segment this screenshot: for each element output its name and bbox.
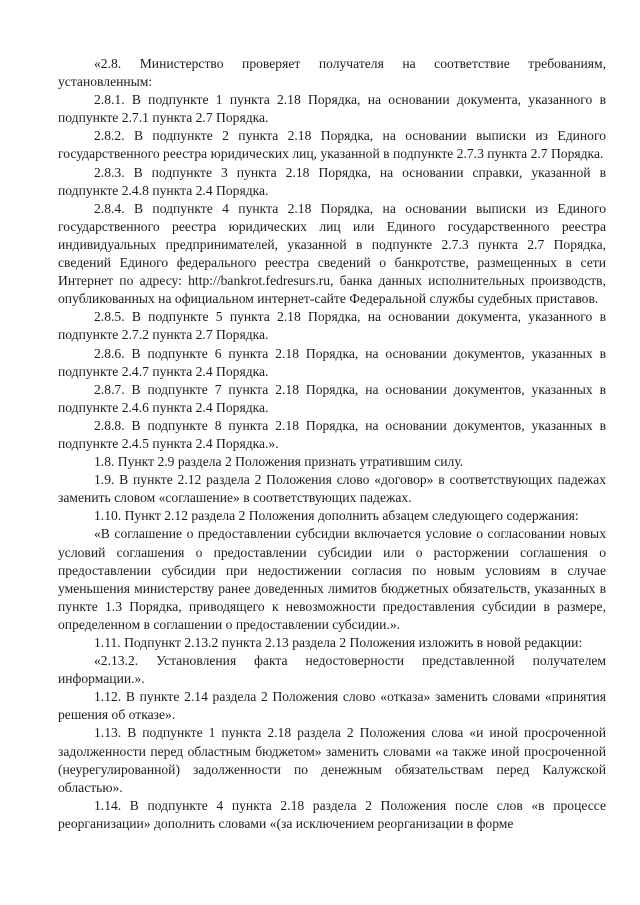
paragraph-2-8-8: 2.8.8. В подпункте 8 пункта 2.18 Порядка, на основании документов, указанных в подпункте 2.4.5 пункта 2.4 Порядка.». bbox=[58, 417, 606, 451]
paragraph-1-9: 1.9. В пункте 2.12 раздела 2 Положения слово «договор» в соответствующих падежах заменить словом «соглашение» в соответствующих падежах. bbox=[58, 472, 606, 506]
paragraph-2-8-4: 2.8.4. В подпункте 4 пункта 2.18 Порядка, на основании выписки из Единого государственного реестра юридических лиц или Единого государственного реестра индивидуальных предпринимателей, указанной в подпункте 2.7.3 пункта 2.7 Порядка, сведений Единого федерального реестра сведений о банкротстве, размещенных в сети Интернет по адресу: http://bankrot.fedresurs.ru, банка данных исполнительных производств, опубликованных на официальном интернет-сайте Федеральной службы судебных приставов. bbox=[58, 200, 606, 307]
paragraph-1-12: 1.12. В пункте 2.14 раздела 2 Положения слово «отказа» заменить словами «принятия решения об отказе». bbox=[58, 689, 606, 723]
paragraph-1-8: 1.8. Пункт 2.9 раздела 2 Положения признать утратившим силу. bbox=[94, 454, 464, 470]
paragraph-1-11: 1.11. Подпункт 2.13.2 пункта 2.13 раздела 2 Положения изложить в новой редакции: bbox=[94, 635, 583, 650]
paragraph-2-8: «2.8. Министерство проверяет получателя на соответствие требованиям, установленным: bbox=[58, 56, 606, 90]
paragraph-2-13-2-quote: «2.13.2. Установления факта недостоверности представленной получателем информации.». bbox=[58, 653, 606, 687]
paragraph-1-13: 1.13. В подпункте 1 пункта 2.18 раздела 2 Положения слова «и иной просроченной задолженности перед областным бюджетом» заменить словами «а также иной просроченной (неурегулированной) задолженности по денежным обязательствам перед Калужской областью». bbox=[58, 725, 606, 795]
paragraph-2-8-7: 2.8.7. В подпункте 7 пункта 2.18 Порядка, на основании документов, указанных в подпункте 2.4.6 пункта 2.4 Порядка. bbox=[58, 381, 606, 415]
paragraph-2-8-6: 2.8.6. В подпункте 6 пункта 2.18 Порядка, на основании документов, указанных в подпункте 2.4.7 пункта 2.4 Порядка. bbox=[58, 345, 606, 379]
paragraph-2-8-5: 2.8.5. В подпункте 5 пункта 2.18 Порядка, на основании документа, указанного в подпункте 2.7.2 пункта 2.7 Порядка. bbox=[58, 309, 606, 343]
paragraph-1-10: 1.10. Пункт 2.12 раздела 2 Положения дополнить абзацем следующего содержания: bbox=[94, 508, 579, 524]
paragraph-1-14: 1.14. В подпункте 4 пункта 2.18 раздела 2 Положения после слов «в процессе реорганизации» дополнить словами «(за исключением реорганизации в форме bbox=[58, 797, 606, 831]
paragraph-1-10-quote: «В соглашение о предоставлении субсидии включается условие о согласовании новых условий соглашения о предоставлении субсидии или о расторжении соглашения о предоставлении субсидии при недостижении согласия по новым условиям в случае уменьшения министерству ранее доведенных лимитов бюджетных обязательств, указанных в пункте 1.3 Порядка, приводящего к невозможности предоставления субсидии в размере, определенном в соглашении о предоставлении субсидии.». bbox=[58, 526, 606, 632]
paragraph-2-8-2: 2.8.2. В подпункте 2 пункта 2.18 Порядка, на основании выписки из Единого государственного реестра юридических лиц, указанной в подпункте 2.7.3 пункта 2.7 Порядка. bbox=[58, 128, 606, 162]
paragraph-2-8-3: 2.8.3. В подпункте 3 пункта 2.18 Порядка, на основании справки, указанной в подпункте 2.4.8 пункта 2.4 Порядка. bbox=[58, 164, 606, 198]
paragraph-2-8-1: 2.8.1. В подпункте 1 пункта 2.18 Порядка, на основании документа, указанного в подпункте 2.7.1 пункта 2.7 Порядка. bbox=[58, 92, 606, 126]
